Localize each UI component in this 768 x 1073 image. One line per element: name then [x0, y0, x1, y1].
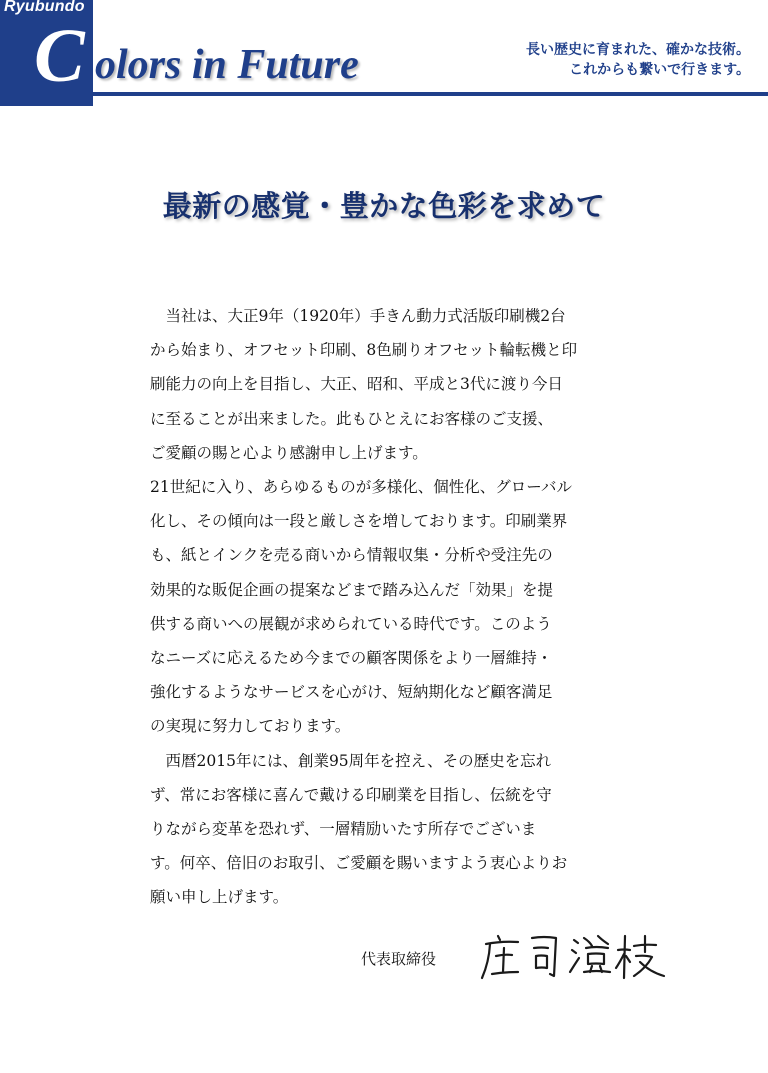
body-line: から始まり、オフセット印刷、8色刷りオフセット輪転機と印	[150, 341, 578, 360]
logo-wordmark: olors in Future	[95, 42, 359, 88]
brand-logo-block	[0, 0, 93, 106]
body-line: の実現に努力しております。	[150, 717, 351, 736]
body-line: 化し、その傾向は一段と厳しさを増しております。印刷業界	[150, 512, 568, 531]
page-title: 最新の感覚・豊かな色彩を求めて	[162, 189, 606, 223]
body-line: も、紙とインクを売る商いから情報収集・分析や受注先の	[150, 546, 553, 565]
body-line: りながら変革を恐れず、一層精励いたす所存でございま	[150, 820, 537, 839]
body-line: ず、常にお客様に喜んで戴ける印刷業を目指し、伝統を守	[150, 785, 552, 804]
body-line: 刷能力の向上を目指し、大正、昭和、平成と3代に渡り今日	[150, 375, 563, 394]
body-line: 効果的な販促企画の提案などまで踏み込んだ「効果」を提	[150, 580, 554, 599]
body-line: なニーズに応えるため今までの顧客関係をより一層維持・	[150, 649, 553, 668]
body-line: に至ることが出来ました。此もひとえにお客様のご支援、	[150, 409, 554, 428]
body-line: 21世紀に入り、あらゆるものが多様化、個性化、グローバル	[150, 478, 572, 497]
body-line: ご愛顧の賜と心より感謝申し上げます。	[150, 443, 428, 462]
body-line: 当社は、大正9年（1920年）手きん動力式活版印刷機2台	[150, 307, 566, 325]
signatory-title: 代表取締役	[361, 950, 437, 968]
body-line: 西暦2015年には、創業95周年を控え、その歴史を忘れ	[150, 751, 552, 770]
header-divider	[93, 92, 768, 96]
tagline-line: 長い歴史に育まれた、確かな技術。	[526, 42, 750, 58]
body-line: 願い申し上げます。	[150, 888, 289, 907]
handwritten-signature	[478, 928, 668, 984]
brand-name: Ryubundo	[4, 0, 85, 15]
logo-initial: C	[34, 14, 85, 98]
message-body	[150, 299, 636, 915]
tagline	[526, 40, 750, 80]
body-line: 供する商いへの展観が求められている時代です。このよう	[150, 614, 552, 633]
body-line: 強化するようなサービスを心がけ、短納期化など顧客満足	[150, 683, 553, 702]
body-line: す。何卒、倍旧のお取引、ご愛顧を賜いますよう衷心よりお	[150, 854, 568, 873]
tagline-line: これからも繋いで行きます。	[569, 62, 750, 78]
